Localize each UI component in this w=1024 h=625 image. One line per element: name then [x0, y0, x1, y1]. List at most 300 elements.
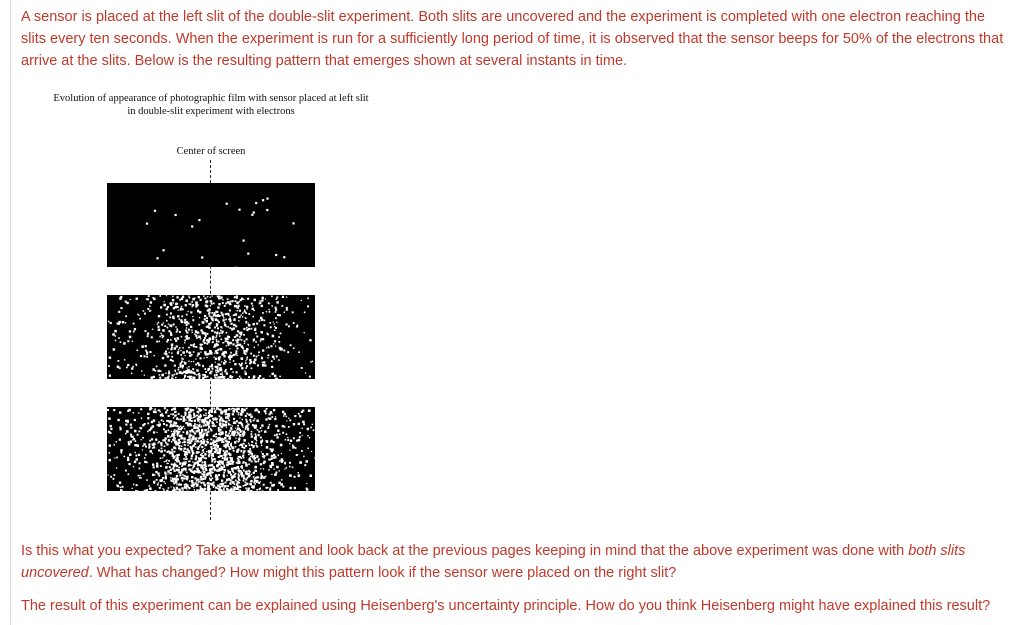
- electron-dot: [203, 452, 204, 453]
- electron-dot: [164, 461, 165, 462]
- electron-dot: [172, 478, 173, 479]
- electron-dot: [209, 451, 211, 453]
- electron-dot: [114, 444, 116, 446]
- electron-dot: [170, 472, 172, 474]
- electron-dot: [244, 351, 245, 352]
- electron-dot: [254, 363, 255, 364]
- electron-dot: [248, 443, 249, 444]
- electron-dot: [277, 454, 279, 456]
- electron-dot: [139, 318, 141, 320]
- electron-dot: [219, 332, 221, 334]
- electron-dot: [254, 466, 257, 469]
- question1-part2: . What has changed? How might this pattern look if the sensor were placed on the right slit?: [88, 565, 677, 581]
- electron-dot: [256, 455, 258, 457]
- electron-dot: [307, 428, 310, 431]
- electron-dot: [181, 465, 183, 467]
- electron-dot: [197, 418, 199, 420]
- electron-dot: [217, 488, 219, 490]
- electron-dot: [239, 310, 241, 312]
- electron-dot: [133, 323, 135, 325]
- electron-dot: [186, 351, 188, 353]
- electron-dot: [112, 333, 115, 336]
- electron-dot: [277, 489, 279, 491]
- electron-dot: [241, 472, 243, 474]
- electron-dot: [289, 450, 290, 451]
- electron-dot: [284, 312, 285, 313]
- electron-dot: [220, 460, 222, 462]
- electron-dot: [173, 431, 175, 433]
- electron-dot: [236, 302, 239, 305]
- electron-dot: [168, 330, 170, 332]
- electron-dot: [261, 430, 262, 431]
- electron-dot: [158, 341, 160, 343]
- electron-dot: [156, 465, 159, 468]
- electron-dot: [288, 325, 290, 327]
- electron-dot: [218, 456, 220, 458]
- electron-dot: [215, 419, 216, 420]
- electron-dot: [184, 444, 185, 445]
- electron-dot: [176, 434, 178, 436]
- electron-dot: [208, 368, 210, 370]
- electron-dot: [217, 331, 219, 333]
- electron-dot: [270, 345, 272, 347]
- electron-dot: [246, 308, 248, 310]
- electron-dot: [184, 412, 186, 414]
- electron-dot: [274, 340, 276, 342]
- electron-dot: [222, 342, 223, 343]
- electron-dot: [164, 407, 166, 409]
- electron-dot: [203, 468, 205, 470]
- electron-dot: [160, 370, 162, 372]
- electron-dot: [253, 211, 255, 213]
- electron-dot: [200, 299, 202, 301]
- electron-dot: [258, 411, 260, 413]
- electron-dot: [163, 488, 164, 489]
- electron-dot: [168, 415, 170, 417]
- electron-dot: [243, 452, 245, 454]
- electron-dot: [189, 376, 191, 378]
- electron-dot: [174, 370, 176, 372]
- electron-dot: [202, 461, 204, 463]
- electron-dot: [209, 420, 211, 422]
- electron-dot: [233, 467, 235, 469]
- electron-dot: [293, 437, 295, 439]
- electron-dot: [235, 467, 237, 469]
- electron-dot: [188, 411, 190, 413]
- electron-dot: [286, 467, 288, 469]
- electron-dot: [245, 479, 247, 481]
- electron-dot: [203, 449, 205, 451]
- electron-dot: [175, 430, 177, 432]
- electron-dot: [221, 455, 223, 457]
- electron-dot: [205, 457, 207, 459]
- electron-dot: [175, 422, 178, 425]
- electron-dot: [301, 300, 302, 301]
- electron-dot: [271, 458, 273, 460]
- electron-dot: [202, 377, 203, 378]
- electron-dot: [216, 339, 218, 341]
- electron-dot: [299, 415, 301, 417]
- electron-dot: [231, 488, 233, 490]
- electron-dot: [280, 444, 282, 446]
- electron-dot: [308, 409, 311, 412]
- electron-dot: [183, 426, 184, 427]
- electron-dot: [222, 299, 223, 300]
- electron-dot: [188, 414, 190, 416]
- electron-dot: [196, 369, 198, 371]
- electron-dot: [239, 363, 241, 365]
- electron-dot: [266, 311, 267, 312]
- electron-dot: [147, 431, 149, 433]
- electron-dot: [180, 484, 182, 486]
- electron-dot: [221, 427, 223, 429]
- electron-dot: [217, 367, 218, 368]
- electron-dot: [243, 447, 245, 449]
- electron-dot: [214, 424, 215, 425]
- electron-dot: [211, 312, 213, 314]
- electron-dot: [247, 357, 249, 359]
- electron-dot: [147, 413, 149, 415]
- electron-dot: [229, 362, 230, 363]
- electron-dot: [156, 257, 158, 259]
- electron-dot: [197, 353, 200, 356]
- electron-dot: [118, 311, 120, 313]
- electron-dot: [199, 422, 200, 423]
- electron-dot: [175, 306, 177, 308]
- electron-dot: [244, 434, 245, 435]
- electron-dot: [130, 441, 132, 443]
- electron-dot: [303, 456, 304, 457]
- electron-dot: [282, 486, 284, 488]
- electron-dot: [250, 490, 252, 491]
- electron-dot: [183, 458, 185, 460]
- electron-dot: [173, 488, 175, 490]
- electron-dot: [289, 487, 291, 489]
- electron-dot: [186, 324, 188, 326]
- electron-dot: [163, 423, 165, 425]
- electron-dot: [189, 355, 191, 357]
- electron-dot: [195, 364, 197, 366]
- electron-dot: [181, 427, 183, 429]
- electron-dot: [178, 349, 179, 350]
- electron-dot: [204, 418, 206, 420]
- electron-dot: [149, 440, 151, 442]
- electron-dot: [138, 454, 140, 456]
- electron-dot: [219, 484, 220, 485]
- electron-dot: [212, 316, 213, 317]
- electron-dot: [216, 341, 218, 343]
- electron-dot: [156, 463, 158, 465]
- electron-dot: [264, 362, 265, 363]
- electron-dot: [208, 428, 209, 429]
- electron-dot: [302, 435, 303, 436]
- electron-dot: [241, 357, 244, 360]
- electron-dot: [275, 309, 277, 311]
- electron-dot: [235, 446, 237, 448]
- electron-dot: [162, 329, 165, 332]
- electron-dot: [206, 357, 207, 358]
- electron-dot: [224, 457, 226, 459]
- electron-dot: [203, 439, 204, 440]
- electron-dot: [211, 409, 213, 411]
- electron-dot: [125, 433, 127, 435]
- electron-dot: [186, 485, 187, 486]
- electron-dot: [226, 345, 227, 346]
- electron-dot: [241, 314, 242, 315]
- electron-dot: [173, 437, 175, 439]
- electron-dot: [148, 295, 150, 297]
- electron-dot: [263, 476, 265, 478]
- electron-dot: [237, 378, 240, 379]
- electron-dot: [163, 481, 165, 483]
- electron-dot: [221, 312, 223, 314]
- electron-dot: [136, 484, 138, 486]
- electron-dot: [181, 445, 183, 447]
- electron-dot: [179, 462, 182, 465]
- electron-dot: [272, 356, 274, 358]
- electron-dot: [243, 409, 246, 412]
- electron-dot: [235, 325, 237, 327]
- electron-dot: [195, 437, 197, 439]
- electron-dot: [166, 327, 168, 329]
- electron-dot: [140, 477, 142, 479]
- electron-dot: [118, 337, 120, 339]
- electron-dot: [165, 466, 168, 469]
- electron-dot: [192, 467, 194, 469]
- electron-dot: [223, 475, 225, 477]
- electron-dot: [309, 437, 310, 438]
- electron-dot: [231, 428, 233, 430]
- electron-dot: [119, 482, 121, 484]
- electron-dot: [234, 441, 236, 443]
- electron-dot: [170, 477, 172, 479]
- electron-dot: [158, 441, 160, 443]
- electron-dot: [197, 461, 200, 464]
- electron-dot: [204, 457, 205, 458]
- electron-dot: [310, 475, 313, 478]
- electron-dot: [248, 313, 250, 315]
- electron-dot: [224, 370, 226, 372]
- electron-dot: [211, 303, 213, 305]
- electron-dot: [276, 298, 278, 300]
- electron-dot: [191, 476, 193, 478]
- electron-dot: [269, 413, 271, 415]
- electron-dot: [237, 348, 239, 350]
- electron-dot: [238, 473, 239, 474]
- electron-dot: [223, 472, 225, 474]
- electron-dot: [134, 419, 136, 421]
- electron-dot: [146, 354, 148, 356]
- electron-dot: [116, 441, 118, 443]
- electron-dot: [161, 448, 163, 450]
- electron-dot: [188, 311, 189, 312]
- electron-dot: [178, 489, 180, 491]
- electron-dot: [236, 487, 239, 490]
- electron-dot: [228, 432, 230, 434]
- electron-dot: [253, 340, 254, 341]
- electron-dot: [162, 457, 163, 458]
- electron-dot: [207, 439, 209, 441]
- electron-dot: [250, 416, 253, 419]
- electron-dot: [184, 319, 186, 321]
- electron-dot: [170, 414, 171, 415]
- electron-dot: [184, 454, 186, 456]
- electron-dot: [209, 372, 211, 374]
- electron-dot: [133, 466, 135, 468]
- electron-dot: [170, 304, 172, 306]
- electron-dot: [217, 376, 219, 378]
- electron-dot: [170, 339, 172, 341]
- electron-dot: [195, 455, 197, 457]
- electron-dot: [135, 440, 137, 442]
- electron-dot: [114, 457, 115, 458]
- electron-dot: [196, 337, 198, 339]
- electron-dot: [197, 448, 199, 450]
- electron-dot: [200, 414, 202, 416]
- electron-dot: [168, 439, 171, 442]
- electron-dot: [174, 338, 176, 340]
- electron-dot: [199, 441, 200, 442]
- page-container: [10, 0, 1024, 625]
- electron-dot: [194, 343, 196, 345]
- electron-dot: [178, 483, 180, 485]
- electron-dot: [201, 446, 203, 448]
- electron-dot: [203, 425, 205, 427]
- electron-dot: [275, 472, 277, 474]
- electron-dot: [275, 346, 276, 347]
- electron-dot: [270, 448, 272, 450]
- electron-dot: [147, 333, 149, 335]
- electron-dot: [162, 439, 164, 441]
- electron-dot: [208, 488, 210, 490]
- electron-dot: [153, 481, 155, 483]
- electron-dot: [260, 317, 262, 319]
- electron-dot: [192, 431, 193, 432]
- electron-dot: [254, 299, 257, 302]
- electron-dot: [266, 446, 269, 449]
- electron-dot: [189, 480, 191, 482]
- electron-dot: [175, 326, 176, 327]
- electron-dot: [165, 353, 168, 356]
- electron-dot: [286, 309, 288, 311]
- electron-dot: [126, 430, 129, 433]
- electron-dot: [261, 451, 262, 452]
- electron-dot: [199, 437, 201, 439]
- electron-dot: [186, 314, 188, 316]
- electron-dot: [235, 428, 236, 429]
- electron-dot: [276, 378, 278, 379]
- electron-dot: [254, 457, 257, 460]
- electron-dot: [225, 421, 227, 423]
- electron-dot: [262, 456, 264, 458]
- electron-dot: [226, 372, 228, 374]
- electron-dot: [219, 364, 221, 366]
- electron-dot: [163, 421, 164, 422]
- electron-dot: [166, 420, 168, 422]
- electron-dot: [234, 336, 236, 338]
- electron-dot: [228, 472, 230, 474]
- electron-dot: [304, 464, 306, 466]
- electron-dot: [225, 416, 228, 419]
- electron-dot: [271, 413, 272, 414]
- electron-dot: [161, 479, 164, 482]
- electron-dot: [181, 358, 183, 360]
- electron-dot: [185, 448, 186, 449]
- electron-dot: [177, 460, 179, 462]
- electron-dot: [286, 307, 288, 309]
- electron-dot: [262, 312, 264, 314]
- electron-dot: [215, 337, 217, 339]
- electron-dot: [132, 488, 133, 489]
- electron-dot: [269, 424, 271, 426]
- electron-dot: [220, 426, 221, 427]
- electron-dot: [245, 367, 247, 369]
- electron-dot: [170, 348, 172, 350]
- electron-dot: [176, 328, 178, 330]
- electron-dot: [142, 449, 143, 450]
- electron-dot: [174, 429, 175, 430]
- electron-dot: [145, 330, 147, 332]
- electron-dot: [238, 316, 240, 318]
- electron-dot: [214, 460, 216, 462]
- electron-dot: [258, 355, 259, 356]
- electron-dot: [246, 425, 248, 427]
- electron-dot: [189, 435, 191, 437]
- electron-dot: [205, 413, 207, 415]
- electron-dot: [211, 318, 213, 320]
- electron-dot: [236, 410, 238, 412]
- electron-dot: [162, 477, 164, 479]
- electron-dot: [212, 295, 213, 296]
- electron-dot: [204, 374, 206, 376]
- electron-dot: [214, 312, 216, 314]
- electron-dot: [198, 324, 200, 326]
- electron-dot: [223, 362, 226, 365]
- electron-dot: [157, 424, 158, 425]
- electron-dot: [259, 303, 261, 305]
- electron-dot: [145, 350, 147, 352]
- electron-dot: [229, 457, 231, 459]
- electron-dot: [274, 456, 276, 458]
- electron-dot: [172, 296, 174, 298]
- electron-dot: [227, 326, 229, 328]
- electron-dot: [222, 469, 224, 471]
- electron-dot: [254, 418, 255, 419]
- electron-dot: [200, 344, 202, 346]
- electron-dot: [168, 356, 169, 357]
- electron-dot: [276, 322, 277, 323]
- electron-dot: [237, 331, 239, 333]
- electron-dot: [241, 444, 243, 446]
- electron-dot: [274, 330, 276, 332]
- electron-dot: [244, 340, 246, 342]
- electron-dot: [252, 316, 254, 318]
- electron-dot: [298, 413, 300, 415]
- electron-dot: [176, 469, 179, 472]
- electron-dot: [216, 374, 217, 375]
- electron-dot: [152, 474, 154, 476]
- electron-dot: [132, 341, 133, 342]
- electron-dot: [290, 344, 292, 346]
- electron-dot: [245, 419, 247, 421]
- electron-dot: [143, 310, 145, 312]
- electron-dot: [210, 297, 211, 298]
- electron-dot: [280, 333, 282, 335]
- electron-dot: [202, 331, 204, 333]
- electron-dot: [272, 464, 274, 466]
- electron-dot: [172, 413, 174, 415]
- film-panel-early: [107, 183, 315, 267]
